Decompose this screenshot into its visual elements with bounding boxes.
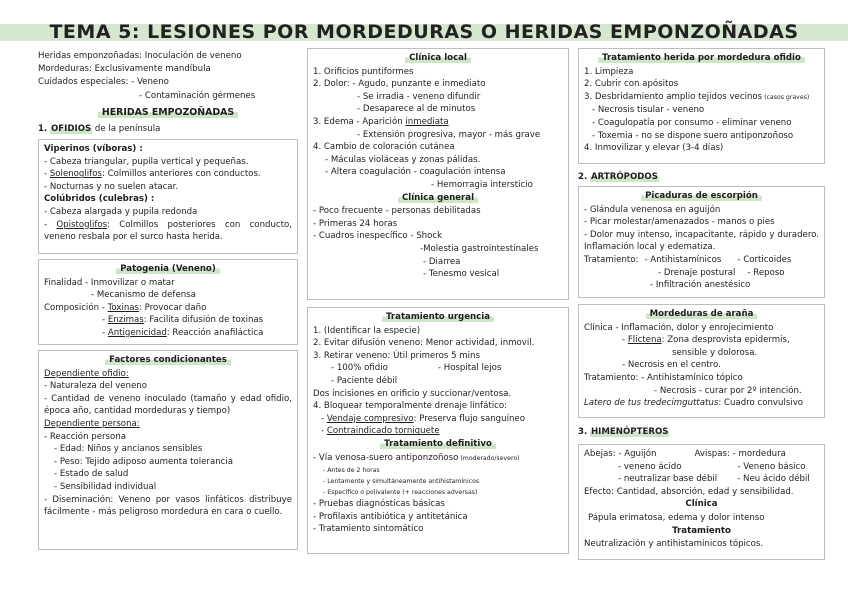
list-item: Tratamiento: - Antihistamínicos - Corticoides — [584, 254, 792, 265]
list-item: - Vía venosa-suero antiponzoñoso (moderado/severo) — [313, 452, 520, 463]
escorpion-box — [578, 186, 825, 298]
list-item: - Contraindicado torniquete — [321, 426, 440, 437]
list-item: - Diarrea — [423, 256, 461, 267]
list-item: - Sensibilidad individual — [54, 481, 157, 492]
box-title: Clínica — [685, 499, 718, 510]
list-item: Finalidad - Inmovilizar o matar — [44, 277, 175, 288]
viperinos-heading: Viperinos (víboras) : — [44, 144, 143, 154]
list-item: 3. Desbridamiento amplio tejidos vecinos (casos graves) — [584, 91, 810, 102]
list-item: - Diseminación: Veneno por vasos linfáticos distribuye fácilmente - más peligroso mordedura en cara o cuello. — [44, 494, 292, 518]
trat-ofidio-box — [578, 48, 825, 164]
list-item: Abejas: - Aguijón Avispas: - mordedura — [584, 449, 786, 459]
list-item: Tratamiento: - Antihistamínico tópico — [584, 372, 743, 383]
subheading: Dependiente ofidio: — [44, 368, 129, 379]
list-item: Clínica - Inflamación, dolor y enrojecimiento — [584, 322, 774, 333]
list-item: - Coagulopatía por consumo - eliminar veneno — [592, 117, 792, 128]
intro-line: Heridas emponzoñadas: Inoculación de veneno — [38, 51, 242, 61]
box-title: Clínica general — [398, 193, 478, 203]
list-item: - Dolor muy intenso, incapacitante, rápido y duradero. Inflamación local y edematiza. — [584, 229, 819, 253]
list-item: -Molestia gastrointestinales — [420, 243, 539, 254]
page-title: TEMA 5: LESIONES POR MORDEDURAS O HERIDAS EMPONZOÑADAS — [49, 21, 799, 43]
box-title: Tratamiento definitivo — [380, 439, 496, 449]
list-item: - Reacción persona — [44, 431, 126, 442]
list-item: - Altera coagulación - coagulación intensa — [325, 167, 506, 178]
factores-box — [38, 350, 298, 550]
list-item: - Primeras 24 horas — [313, 218, 398, 229]
intro-line: - Contaminación gérmenes — [139, 90, 256, 101]
arana-box — [578, 304, 825, 418]
section-number: 2. — [578, 172, 588, 182]
box-title: Tratamiento — [672, 525, 731, 536]
intro-line: Mordeduras: Exclusivamente mandíbula — [38, 64, 211, 75]
list-item: - Enzimas: Facilita difusión de toxinas — [102, 315, 264, 326]
list-item: - Solenoglifos: Colmillos anteriores con conductos. — [44, 169, 261, 180]
box-title: Patogenia (Veneno) — [116, 264, 220, 274]
artropodos-heading — [578, 171, 825, 184]
list-item: Pápula erimatosa, edema y dolor intenso — [588, 512, 765, 523]
box-title: Mordeduras de araña — [646, 309, 758, 319]
list-item: - Hemorragia intersticio — [431, 179, 533, 190]
list-item: - Lentamente y simultáneamente antihistamínicos — [323, 478, 480, 486]
list-item: - Pruebas diagnósticas básicas — [313, 499, 445, 510]
list-item: - Opistoglifos: Colmillos posteriores con conducto, veneno resbala por el surco hasta herida. — [44, 219, 292, 243]
list-item: 4. Cambio de coloración cutánea — [313, 142, 455, 153]
list-item: - Glándula venenosa en aguijón — [584, 204, 721, 215]
list-item: - Tenesmo vesical — [423, 269, 500, 280]
list-item: Composición - Toxinas: Provocar daño — [44, 302, 207, 313]
list-item: - Picar molestar/amenazados - manos o pies — [584, 217, 775, 228]
section-title: OFIDIOS — [50, 124, 92, 135]
list-item: - Flictena: Zona desprovista epidermis, — [622, 335, 790, 346]
list-item: - Antes de 2 horas — [323, 467, 380, 475]
list-item: - 100% ofidio - Hospital lejos — [331, 363, 502, 374]
section-subtitle: de la península — [92, 124, 161, 135]
subheading: Dependiente persona: — [44, 418, 140, 429]
list-item: - Necrosis en el centro. — [622, 360, 721, 371]
list-item: 1. (Identificar la especie) — [313, 325, 421, 336]
list-item: - Estado de salud — [54, 469, 129, 480]
list-item: - Infiltración anestésico — [650, 280, 751, 291]
patogenia-box — [38, 259, 298, 345]
box-title: Picaduras de escorpión — [641, 191, 762, 201]
list-item: - Extensión progresiva, mayor - más grave — [357, 129, 541, 140]
list-item: - Tratamiento sintomático — [313, 524, 424, 535]
list-item: - Necrosis - curar por 2º intención. — [654, 385, 802, 396]
section-number: 1. — [38, 124, 48, 135]
list-item: 3. Edema - Aparición inmediata — [313, 116, 449, 127]
list-item: - Vendaje compresivo: Preserva flujo sanguíneo — [321, 413, 525, 424]
tratamiento-box — [307, 307, 569, 554]
section-number: 3. — [578, 427, 588, 437]
list-item: - Drenaje postural - Reposo — [658, 267, 785, 278]
list-item: - veneno ácido - Veneno básico — [618, 461, 806, 472]
box-title: Tratamiento urgencia — [382, 312, 494, 322]
list-item: - Edad: Niños y ancianos sensibles — [54, 444, 203, 455]
list-item: 4. Bloquear temporalmente drenaje linfático: — [313, 401, 507, 412]
list-item: Neutralización y antihistamínicos tópicos. — [584, 539, 764, 550]
list-item: sensible y dolorosa. — [672, 347, 758, 358]
list-item: - Máculas violáceas y zonas pálidas. — [325, 154, 481, 165]
list-item: 2. Dolor: - Agudo, punzante e inmediato — [313, 79, 486, 90]
list-item: 2. Cubrir con apósitos — [584, 79, 679, 90]
clinica-box — [307, 48, 569, 300]
list-item: - Cuadros inespecífico - Shock — [313, 231, 443, 242]
list-item: Dos incisiones en orificio y succionar/ventosa. — [313, 388, 512, 399]
section-title: ARTRÓPODOS — [590, 172, 658, 182]
section-title: HIMENÓPTEROS — [590, 427, 669, 437]
box-title: Clínica local — [405, 53, 471, 63]
box-title: Tratamiento herida por mordedura ofidio — [598, 53, 805, 63]
list-item: - Naturaleza del veneno — [44, 381, 147, 392]
intro-block — [38, 50, 298, 136]
list-item: - Específico o polivalente (+ reacciones adversas) — [323, 489, 478, 497]
list-item: - Cabeza triangular, pupila vertical y pequeñas. — [44, 156, 249, 167]
list-item: - Se irradia - veneno difundir — [357, 91, 481, 102]
list-item: 1. Limpieza — [584, 66, 634, 77]
list-item: - Nocturnas y no suelen atacar. — [44, 181, 179, 192]
list-item: - neutralizar base débil - Neu ácido débil — [618, 474, 810, 485]
list-item: 4. Inmovilizar y elevar (3-4 días) — [584, 143, 724, 154]
colubridos-heading: Colúbridos (culebras) : — [44, 194, 155, 205]
list-item: - Necrosis tisular - veneno — [592, 105, 705, 116]
himenopteros-box — [578, 444, 825, 560]
list-item: - Profilaxis antibiótica y antitetánica — [313, 511, 468, 522]
list-item: 3. Retirar veneno: Útil primeros 5 mins — [313, 350, 480, 361]
list-item: - Cabeza alargada y pupila redonda — [44, 206, 198, 217]
list-item: - Desaparece al de minutos — [357, 104, 476, 115]
list-item: Efecto: Cantidad, absorción, edad y sensibilidad. — [584, 486, 794, 497]
box-title: Factores condicionantes — [105, 355, 231, 365]
list-item: - Cantidad de veneno inoculado (tamaño y edad ofidio, época año, cantidad mordeduras y tiempo) — [44, 393, 292, 417]
list-item: - Poco frecuente - personas debilitadas — [313, 206, 481, 217]
intro-line: Cuidados especiales: - Veneno — [38, 77, 169, 88]
section-heading: HERIDAS EMPOZOÑADAS — [98, 107, 238, 118]
himenopteros-heading — [578, 426, 825, 439]
list-item: - Mecanismo de defensa — [91, 290, 196, 301]
list-item: - Peso: Tejido adiposo aumenta tolerancia — [54, 456, 234, 467]
list-item: - Toxemia - no se dispone suero antiponzoñoso — [592, 130, 794, 141]
list-item: - Antigenicidad: Reacción anafiláctica — [102, 327, 264, 338]
list-item: 1. Orificios puntiformes — [313, 66, 414, 77]
ofidios-box — [38, 139, 298, 254]
list-item: 2. Evitar difusión veneno: Menor actividad, inmovil. — [313, 338, 535, 349]
list-item: - Paciente débil — [331, 375, 398, 386]
list-item: Latero de tus tredecimguttatus: Cuadro convulsivo — [584, 398, 804, 409]
